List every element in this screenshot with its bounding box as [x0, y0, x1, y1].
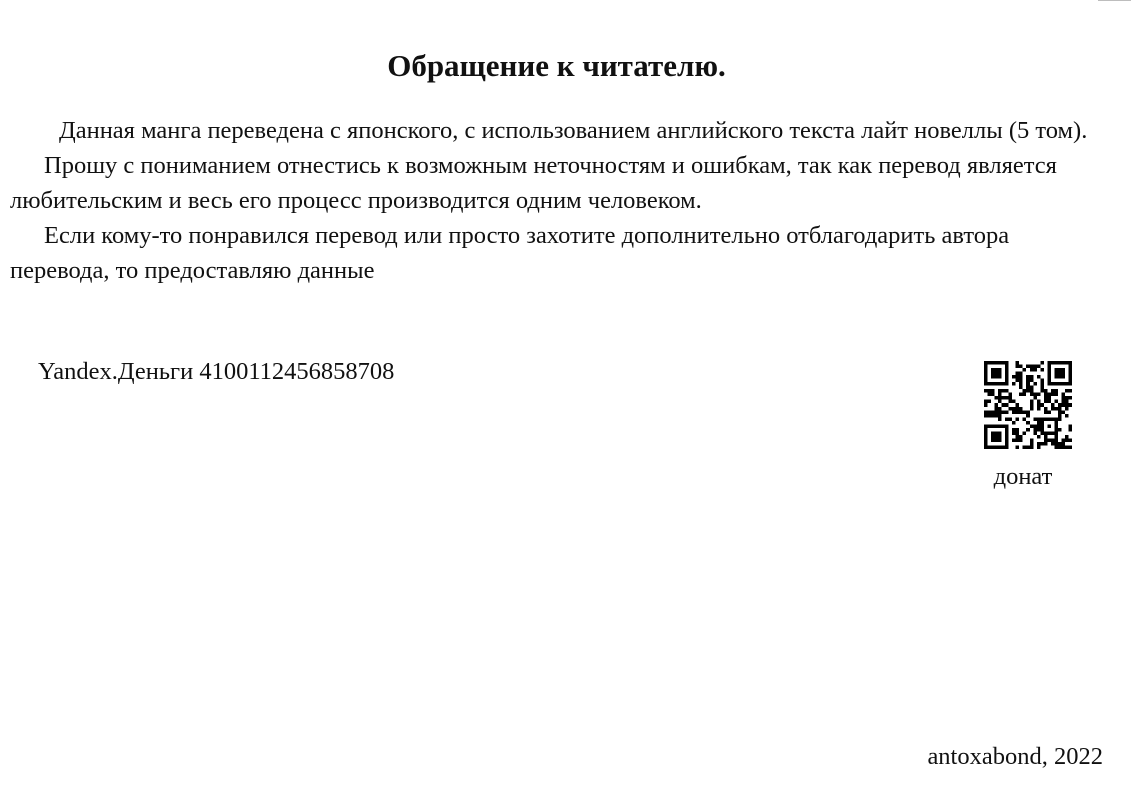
- paragraph-translation-source: Данная манга переведена с японского, с использованием английского текста лайт новеллы (5 том).: [59, 117, 1088, 144]
- qr-code-icon: [984, 361, 1072, 449]
- qr-caption: донат: [993, 463, 1053, 490]
- qr-code-graphic: [984, 361, 1072, 449]
- yandex-money-details: Yandex.Деньги 4100112456858708: [38, 358, 395, 385]
- top-edge-line: [1098, 0, 1131, 1]
- paragraph-donation: Если кому-то понравился перевод или просто захотите дополнительно отблагодарить автора перевода, то предоставляю данные: [10, 222, 1010, 284]
- page-title: Обращение к читателю.: [387, 47, 726, 83]
- paragraph-apology: Прошу с пониманием отнестись к возможным неточностям и ошибкам, так как перевод является любительским и весь его процесс производится одним человеком.: [10, 152, 1057, 214]
- signature: antoxabond, 2022: [927, 743, 1103, 770]
- document-body: [10, 113, 1110, 288]
